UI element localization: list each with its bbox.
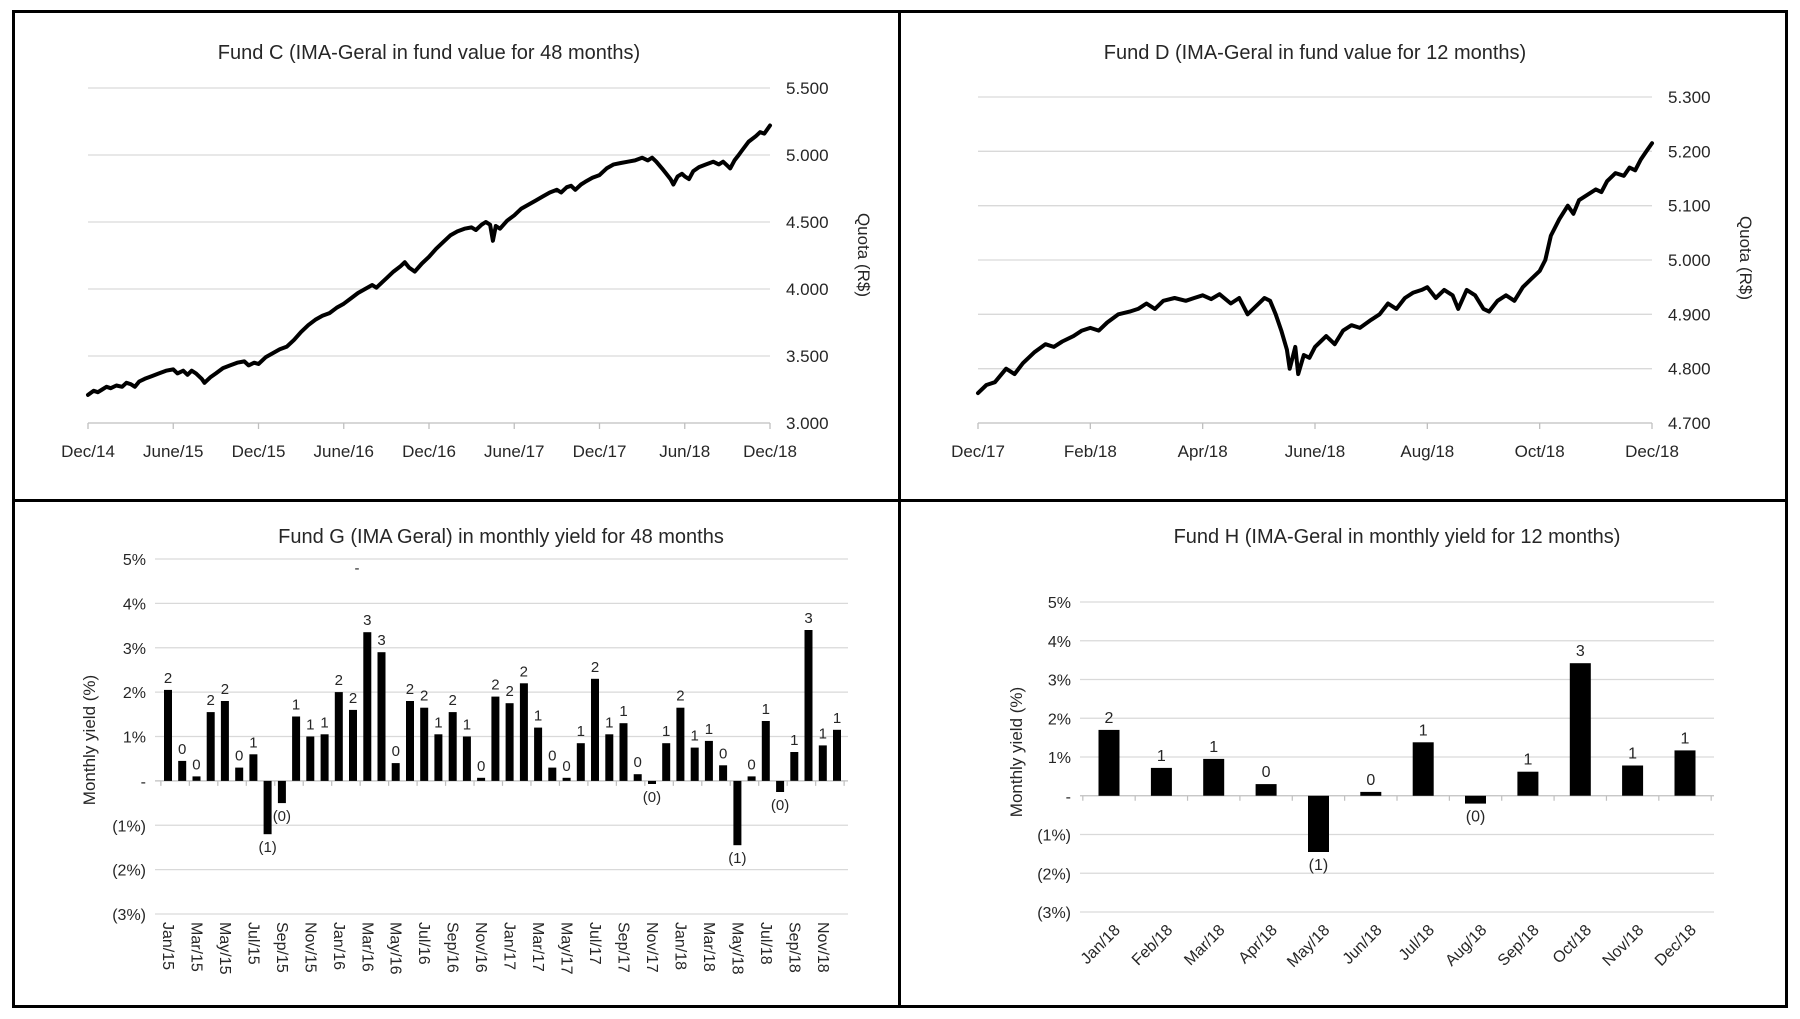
x-tick-label: Sep/15: [272, 922, 290, 973]
y-tick-label: -: [1065, 788, 1071, 806]
bar-10: [1622, 766, 1643, 796]
bar-29: [577, 743, 585, 781]
bar-39: [719, 765, 727, 781]
bar-value-label: 1: [690, 727, 699, 745]
x-tick-label: Dec/17: [572, 442, 627, 461]
x-tick-label: June/15: [143, 442, 204, 461]
bar-3: [1256, 784, 1277, 796]
y-tick-label: 5%: [122, 552, 146, 569]
x-tick-label: Oct/18: [1514, 442, 1565, 461]
x-tick-label: Aug/18: [1400, 442, 1455, 461]
bar-37: [691, 748, 699, 781]
bar-35: [662, 743, 670, 781]
y-tick-label: 4.700: [1668, 414, 1711, 433]
y-tick-label: (1%): [112, 818, 146, 836]
bar-value-label: 3: [377, 632, 386, 650]
x-tick-label: Jan/18: [1077, 921, 1124, 968]
bar-value-label: 1: [576, 723, 585, 741]
bar-38: [705, 741, 713, 781]
bar-0: [164, 690, 172, 781]
y-tick-label: (3%): [112, 907, 146, 924]
x-tick-label: Apr/18: [1177, 442, 1228, 461]
bar-2: [1203, 759, 1224, 796]
x-tick-label: Jul/16: [415, 922, 433, 965]
y-tick-label: 4.900: [1668, 305, 1711, 325]
bar-value-label: 1: [434, 714, 443, 732]
bar-value-label: 2: [676, 687, 685, 705]
bar-43: [776, 781, 784, 792]
bar-value-label: 1: [1680, 730, 1690, 748]
y-tick-label: 1%: [1047, 750, 1071, 767]
y-tick-label: 3.000: [786, 414, 829, 433]
chart-title: Fund H (IMA-Geral in monthly yield for 12 months): [1173, 526, 1621, 548]
y-tick-label: 4%: [1047, 633, 1071, 651]
bar-31: [605, 734, 613, 781]
bar-value-label: 2: [348, 689, 358, 707]
bar-value-label: 2: [163, 669, 173, 687]
x-tick-label: Jul/18: [756, 922, 774, 965]
bar-value-label: 2: [448, 692, 457, 710]
bar-16: [392, 763, 400, 781]
bar-value-label: 1: [832, 709, 842, 727]
bar-value-label: 1: [704, 720, 714, 738]
bar-value-label: 3: [804, 610, 813, 627]
bar-value-label: (0): [272, 808, 292, 826]
y-axis-title: Monthly yield (%): [80, 674, 99, 806]
x-tick-label: Jan/15: [159, 922, 176, 971]
bar-8: [278, 781, 286, 803]
x-tick-label: Apr/18: [1235, 921, 1281, 968]
bar-value-label: (1): [728, 850, 747, 868]
y-tick-label: -: [140, 773, 146, 791]
bar-44: [790, 752, 798, 781]
y-tick-label: 4.500: [786, 213, 829, 232]
x-tick-label: Jul/18: [1395, 921, 1439, 965]
x-tick-label: Dec/16: [402, 442, 456, 461]
bar-13: [349, 710, 357, 781]
x-tick-label: Sep/17: [614, 922, 632, 973]
bar-value-label: 0: [234, 747, 244, 765]
x-tick-label: Nov/18: [813, 922, 831, 973]
y-axis-title: Quota (R$): [854, 212, 873, 298]
x-tick-label: Sep/16: [443, 922, 461, 973]
bar-14: [363, 632, 371, 781]
fund-g-bar-chart: [80, 526, 848, 975]
chart-title: Fund C (IMA-Geral in fund value for 48 months): [217, 42, 641, 64]
bar-value-label: (0): [1465, 808, 1486, 826]
bar-6: [249, 754, 257, 781]
bar-4: [221, 701, 229, 781]
x-tick-label: Mar/18: [1181, 921, 1229, 970]
x-tick-label: June/18: [1284, 442, 1346, 461]
y-tick-label: (2%): [112, 862, 146, 880]
y-tick-label: 5.000: [786, 146, 829, 165]
bar-value-label: (0): [770, 797, 790, 814]
bar-17: [406, 701, 414, 781]
bar-value-label: (0): [642, 789, 662, 806]
x-tick-label: June/17: [484, 442, 545, 461]
y-tick-label: 5%: [1047, 595, 1071, 612]
bar-5: [235, 768, 243, 781]
bar-30: [591, 679, 599, 781]
bar-value-label: 0: [562, 757, 571, 775]
x-tick-label: Jul/15: [244, 922, 262, 965]
bar-value-label: 1: [320, 714, 329, 732]
y-axis-title: Monthly yield (%): [1007, 686, 1026, 818]
bar-46: [819, 745, 827, 781]
bar-value-label: 2: [505, 683, 514, 701]
x-tick-label: Feb/18: [1063, 442, 1117, 461]
bar-value-label: 0: [178, 740, 187, 758]
bar-19: [434, 734, 442, 781]
bar-6: [1413, 742, 1434, 796]
x-tick-label: Mar/15: [187, 922, 205, 972]
x-tick-label: Dec/17: [951, 442, 1005, 461]
bar-value-label: 2: [220, 681, 230, 698]
x-tick-label: Dec/18: [1625, 442, 1679, 461]
x-tick-label: Sep/18: [785, 922, 803, 973]
x-tick-label: Sep/18: [1494, 921, 1543, 970]
y-tick-label: 4%: [122, 596, 146, 614]
bar-7: [264, 781, 272, 834]
fund-c-line-chart: [61, 42, 873, 461]
bar-value-label: 2: [206, 692, 215, 710]
bar-42: [762, 721, 770, 781]
bar-32: [620, 723, 628, 781]
bar-value-label: 2: [1104, 709, 1114, 727]
y-tick-label: 4.000: [786, 280, 829, 299]
y-tick-label: (2%): [1037, 866, 1071, 884]
bar-4: [1308, 796, 1329, 852]
y-tick-label: (1%): [1037, 827, 1071, 845]
bar-3: [207, 712, 215, 781]
panel-borders: [14, 12, 1787, 1007]
bar-47: [833, 730, 841, 781]
bar-value-label: 1: [619, 703, 628, 721]
x-tick-label: Aug/18: [1442, 921, 1491, 970]
bar-8: [1517, 772, 1538, 796]
bar-value-label: 0: [548, 747, 557, 765]
stray-dash-annotation: -: [354, 560, 360, 577]
bar-value-label: 2: [491, 676, 500, 694]
bar-value-label: (1): [258, 839, 277, 857]
bar-24: [506, 703, 514, 781]
y-tick-label: 3%: [1047, 672, 1071, 690]
x-tick-label: Mar/16: [358, 922, 376, 972]
bar-value-label: (1): [1308, 856, 1329, 874]
bar-value-label: 1: [306, 716, 315, 734]
bar-value-label: 1: [1628, 745, 1638, 763]
x-tick-label: Oct/18: [1549, 921, 1596, 968]
y-tick-label: 4.800: [1668, 359, 1711, 379]
x-tick-label: Nov/17: [643, 922, 660, 973]
x-tick-label: Nov/16: [472, 922, 490, 973]
bar-value-label: 1: [533, 707, 543, 725]
x-tick-label: Dec/18: [743, 442, 797, 461]
bar-21: [463, 737, 471, 781]
bar-12: [335, 692, 343, 781]
bar-value-label: 1: [1523, 751, 1533, 769]
bar-41: [748, 776, 756, 780]
bar-value-label: 1: [790, 732, 799, 749]
x-tick-label: Dec/18: [1651, 921, 1700, 970]
fund-d-line-chart: [951, 42, 1755, 461]
x-tick-label: Nov/15: [301, 922, 319, 973]
y-tick-label: 1%: [122, 729, 146, 747]
bar-0: [1099, 730, 1120, 796]
fund-d-series-line: [978, 143, 1652, 393]
bar-value-label: 1: [761, 701, 771, 718]
x-tick-label: Dec/15: [231, 442, 286, 461]
bar-11: [321, 734, 329, 781]
bar-value-label: 0: [1261, 764, 1271, 782]
bar-value-label: 0: [1366, 771, 1376, 789]
bar-15: [378, 652, 386, 781]
chart-title: Fund D (IMA-Geral in fund value for 12 months): [1103, 42, 1527, 64]
bar-value-label: 2: [590, 658, 600, 676]
bar-value-label: 0: [633, 754, 642, 772]
bar-value-label: 2: [519, 663, 529, 681]
x-tick-label: Dec/14: [61, 442, 115, 461]
bar-40: [733, 781, 741, 845]
bar-value-label: 3: [1575, 643, 1585, 661]
y-tick-label: 5.100: [1668, 196, 1711, 216]
bar-value-label: 0: [192, 756, 201, 774]
bar-value-label: 1: [291, 696, 301, 714]
bar-value-label: 0: [718, 745, 728, 763]
bar-9: [1570, 663, 1591, 796]
bar-value-label: 0: [747, 756, 756, 774]
x-tick-label: May/15: [215, 922, 233, 975]
y-tick-label: 2%: [122, 685, 146, 703]
bar-45: [805, 630, 813, 781]
y-tick-label: 5.500: [786, 79, 829, 98]
bar-value-label: 1: [662, 723, 671, 741]
x-tick-label: Mar/17: [529, 922, 547, 972]
bar-value-label: 2: [405, 681, 415, 698]
bar-26: [534, 728, 542, 781]
bar-5: [1360, 792, 1381, 796]
x-tick-label: Jun/18: [1339, 921, 1386, 968]
bar-7: [1465, 796, 1486, 804]
y-tick-label: 3%: [122, 640, 146, 658]
bar-20: [449, 712, 457, 781]
x-tick-label: Jan/16: [329, 922, 347, 971]
x-tick-label: May/16: [386, 922, 404, 975]
bar-value-label: 0: [476, 757, 486, 775]
x-tick-label: Jul/17: [586, 922, 603, 965]
y-tick-label: 5.000: [1668, 251, 1711, 270]
bar-value-label: 1: [1209, 738, 1219, 756]
bar-27: [548, 768, 556, 781]
x-tick-label: Nov/18: [1599, 921, 1648, 970]
bar-value-label: 1: [1156, 747, 1166, 765]
bar-23: [491, 697, 499, 781]
y-tick-label: (3%): [1037, 905, 1071, 922]
x-tick-label: Jun/18: [659, 442, 711, 461]
bar-value-label: 2: [334, 672, 343, 690]
fund-h-bar-chart: [1007, 526, 1714, 971]
bar-18: [420, 708, 428, 781]
y-tick-label: 5.200: [1668, 142, 1711, 162]
bar-value-label: 0: [391, 743, 400, 761]
bar-value-label: 1: [605, 714, 614, 732]
bar-22: [477, 778, 485, 781]
chart-title: Fund G (IMA Geral) in monthly yield for 48 months: [278, 526, 724, 548]
fund-c-series-line: [88, 126, 770, 395]
x-tick-label: May/17: [557, 922, 575, 975]
bar-25: [520, 683, 528, 781]
y-tick-label: 3.500: [786, 347, 829, 366]
bar-1: [1151, 768, 1172, 796]
x-tick-label: June/16: [313, 442, 374, 461]
bar-value-label: 3: [363, 612, 372, 630]
bar-33: [634, 774, 642, 781]
bar-1: [178, 761, 186, 781]
x-tick-label: May/18: [1284, 921, 1334, 971]
y-tick-label: 5.300: [1668, 88, 1711, 107]
x-tick-label: Feb/18: [1128, 921, 1177, 970]
bar-2: [193, 776, 201, 780]
bar-value-label: 1: [818, 725, 827, 743]
x-tick-label: May/18: [728, 922, 746, 975]
bar-36: [676, 708, 684, 781]
x-tick-label: Mar/18: [699, 922, 717, 972]
bar-9: [292, 717, 300, 781]
bar-value-label: 1: [462, 716, 472, 734]
bar-10: [306, 737, 314, 781]
bar-28: [563, 778, 571, 781]
bar-value-label: 1: [1418, 722, 1428, 740]
x-tick-label: Jan/17: [500, 922, 518, 971]
y-axis-title: Quota (R$): [1736, 215, 1755, 301]
bar-value-label: 1: [249, 734, 258, 752]
bar-34: [648, 781, 656, 784]
bar-value-label: 2: [420, 687, 429, 705]
bar-11: [1675, 750, 1696, 795]
y-tick-label: 2%: [1047, 711, 1071, 729]
x-tick-label: Jan/18: [671, 922, 689, 971]
